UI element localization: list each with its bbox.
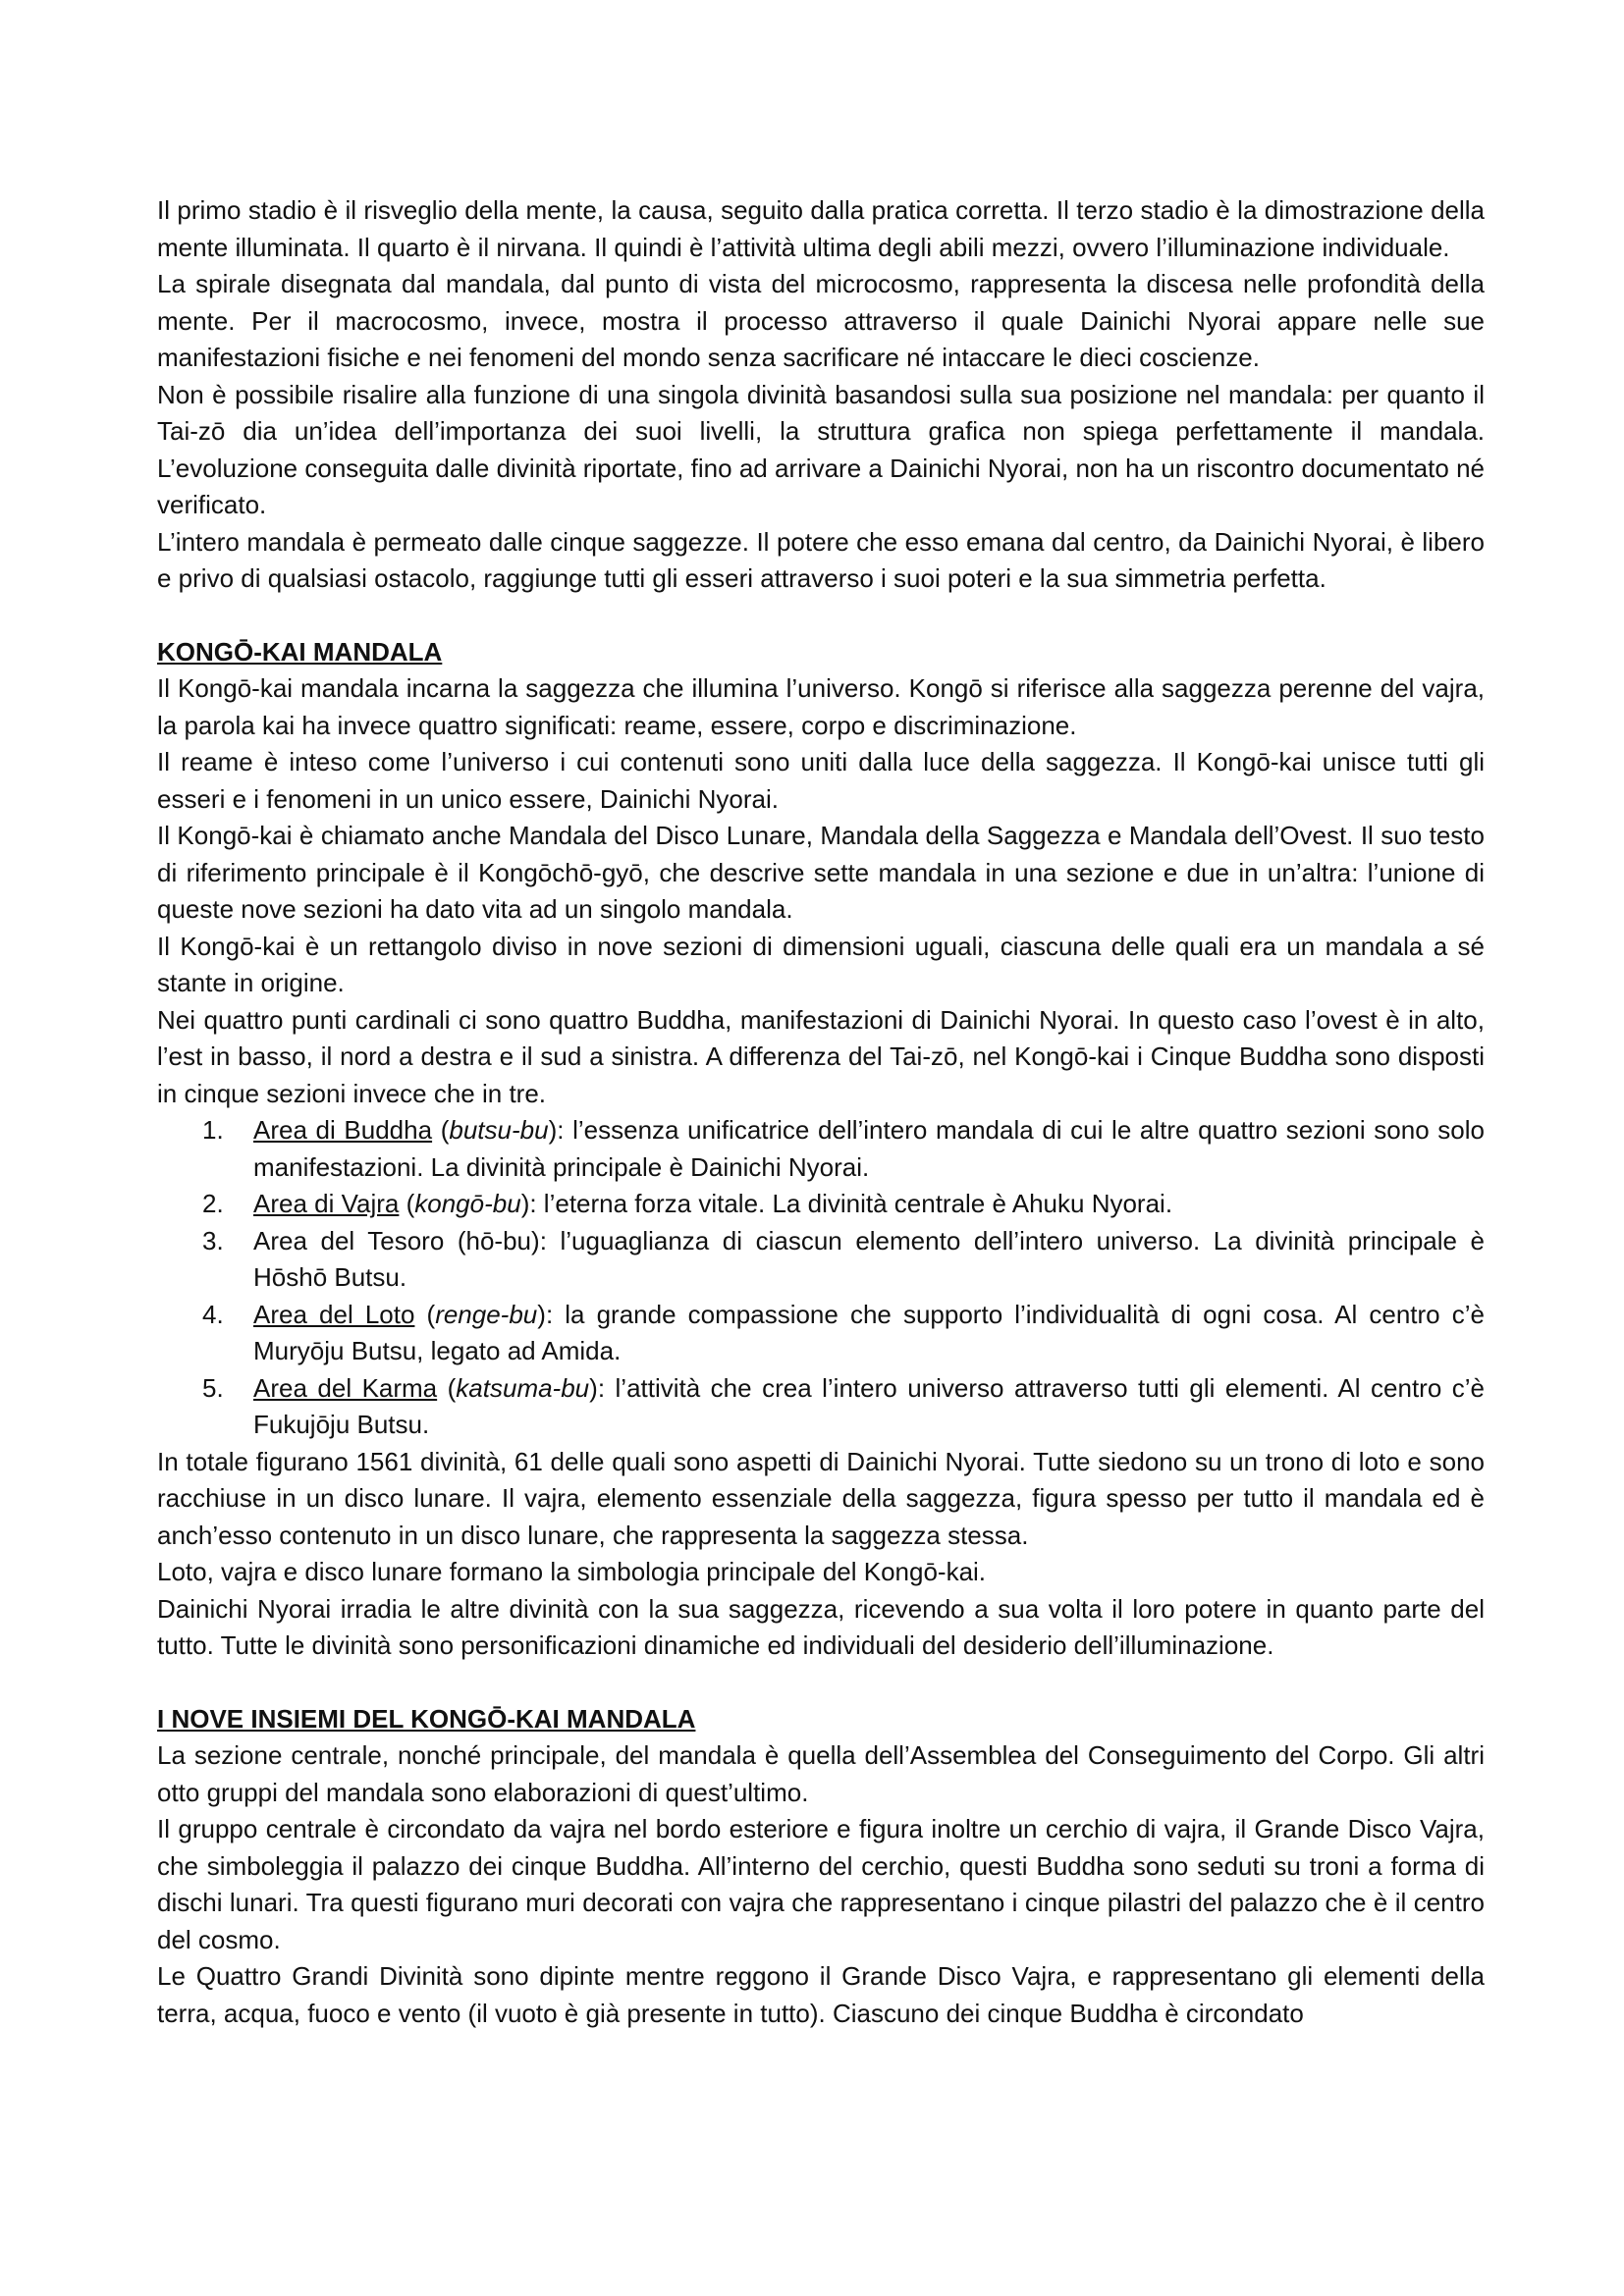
area-title: Area di Buddha bbox=[253, 1115, 433, 1145]
area-title: Area di Vajra bbox=[253, 1189, 400, 1218]
area-term: renge-bu bbox=[435, 1299, 538, 1329]
paren-close: ) bbox=[520, 1189, 530, 1218]
list-item bbox=[202, 1223, 1486, 1297]
paren-close: ) bbox=[548, 1115, 558, 1145]
paren-close: ) bbox=[537, 1299, 546, 1329]
document-body bbox=[157, 192, 1485, 2032]
section1-paragraph-7: Loto, vajra e disco lunare formano la simbologia principale del Kongō-kai. bbox=[157, 1557, 987, 1586]
paren-open: ( bbox=[432, 1115, 450, 1145]
intro-paragraph-4: L’intero mandala è permeato dalle cinque saggezze. Il potere che esso emana dal centro, da Dainichi Nyorai, è libero e privo di qualsiasi ostacolo, raggiunge tutti gli esseri attraverso i suoi poteri e la sua simmetria perfetta. bbox=[157, 526, 1485, 593]
section1-paragraph-8: Dainichi Nyorai irradia le altre divinità con la sua saggezza, ricevendo a sua volta il loro potere in quanto parte del tutto. Tutte le divinità sono personificazioni dinamiche ed individuali del desiderio dell’illuminazione. bbox=[157, 1593, 1485, 1660]
list-number: 1. bbox=[202, 1115, 224, 1145]
section1-paragraph-2: Il reame è inteso come l’universo i cui contenuti sono uniti dalla luce della saggezza. Il Kongō-kai unisce tutti gli esseri e i fenomeni in un unico essere, Dainichi Nyorai. bbox=[157, 747, 1485, 814]
intro-paragraph-2: La spirale disegnata dal mandala, dal punto di vista del microcosmo, rappresenta la discesa nelle profondità della mente. Per il macrocosmo, invece, mostra il processo attraverso il quale Dainichi Nyorai appare nelle sue manifestazioni fisiche e nei fenomeni del mondo senza sacrificare né intaccare le dieci coscienze. bbox=[157, 269, 1485, 372]
section1-paragraph-1: Il Kongō-kai mandala incarna la saggezza che illumina l’universo. Kongō si riferisce alla saggezza perenne del vajra, la parola kai ha invece quattro significati: reame, essere, corpo e discriminazione. bbox=[157, 673, 1485, 740]
area-description: : l’essenza unificatrice dell’intero mandala di cui le altre quattro sezioni sono solo manifestazioni. La divinità principale è Dainichi Nyorai. bbox=[253, 1115, 1485, 1182]
area-description: : l’attività che crea l’intero universo attraverso tutti gli elementi. Al centro c’è Fukujōju Butsu. bbox=[253, 1372, 1485, 1439]
area-term: butsu-bu bbox=[449, 1115, 549, 1145]
intro-paragraph-1: Il primo stadio è il risveglio della mente, la causa, seguito dalla pratica corretta. Il terzo stadio è la dimostrazione della mente illuminata. Il quarto è il nirvana. Il quindi è l’attività ultima degli abili mezzi, ovvero l’illuminazione individuale. bbox=[157, 195, 1485, 262]
list-number: 2. bbox=[202, 1189, 224, 1218]
paren-open: ( bbox=[437, 1372, 457, 1403]
section1-paragraph-5: Nei quattro punti cardinali ci sono quattro Buddha, manifestazioni di Dainichi Nyorai. In questo caso l’ovest è in alto, l’est in basso, il nord a destra e il sud a sinistra. A differenza del Tai-zō, nel Kongō-kai i Cinque Buddha sono disposti in cinque sezioni invece che in tre. bbox=[157, 1004, 1485, 1108]
area-description: : la grande compassione che supporto l’individualità di ogni cosa. Al centro c’è Muryōju Butsu, legato ad Amida. bbox=[253, 1299, 1485, 1365]
section1-paragraph-4: Il Kongō-kai è un rettangolo diviso in nove sezioni di dimensioni uguali, ciascuna delle quali era un mandala a sé stante in origine. bbox=[157, 931, 1485, 997]
area-title: Area del Loto bbox=[253, 1299, 415, 1329]
section2-paragraph-3: Le Quattro Grandi Divinità sono dipinte mentre reggono il Grande Disco Vajra, e rappresentano gli elementi della terra, acqua, fuoco e vento (il vuoto è già presente in tutto). Ciascuno dei cinque Buddha è circondato bbox=[157, 1961, 1485, 2028]
list-number: 5. bbox=[202, 1372, 224, 1403]
paren-open: ( bbox=[414, 1299, 436, 1329]
section2-paragraph-2: Il gruppo centrale è circondato da vajra nel bordo esteriore e figura inoltre un cerchio di vajra, il Grande Disco Vajra, che simboleggia il palazzo dei cinque Buddha. All’interno del cerchio, questi Buddha sono seduti su troni a forma di dischi lunari. Tra questi figurano muri decorati con vajra che rappresentano i cinque pilastri del palazzo che è il centro del cosmo. bbox=[157, 1814, 1485, 1954]
area-term: kongō-bu bbox=[414, 1189, 521, 1218]
list-item bbox=[202, 1297, 1485, 1370]
section2-paragraph-1: La sezione centrale, nonché principale, del mandala è quella dell’Assemblea del Conseguimento del Corpo. Gli altri otto gruppi del mandala sono elaborazioni di quest’ultimo. bbox=[157, 1740, 1485, 1807]
list-item bbox=[202, 1370, 1485, 1444]
section-spacer bbox=[157, 1665, 1485, 1701]
intro-paragraph-3: Non è possibile risalire alla funzione di una singola divinità basandosi sulla sua posizione nel mandala: per quanto il Tai-zō dia un’idea dell’importanza dei suoi livelli, la struttura grafica non spiega perfettamente il mandala. L’evoluzione conseguita dalle divinità riportate, fino ad arrivare a Dainichi Nyorai, non ha un riscontro documentato né verificato. bbox=[157, 379, 1485, 519]
area-term: katsuma-bu bbox=[456, 1372, 590, 1403]
list-number: 3. bbox=[202, 1225, 224, 1255]
area-title: Area del Tesoro (hō-bu) bbox=[253, 1225, 540, 1255]
list-item bbox=[202, 1186, 1485, 1223]
paren-close: ) bbox=[589, 1372, 598, 1403]
list-item bbox=[202, 1112, 1485, 1186]
section-heading-nove-insiemi: I NOVE INSIEMI DEL KONGŌ-KAI MANDALA bbox=[157, 1703, 696, 1734]
area-title: Area del Karma bbox=[253, 1372, 438, 1403]
section-spacer bbox=[157, 598, 1485, 634]
section1-paragraph-6: In totale figurano 1561 divinità, 61 delle quali sono aspetti di Dainichi Nyorai. Tutte siedono su un trono di loto e sono racchiuse in un disco lunare. Il vajra, elemento essenziale della saggezza, figura spesso per tutto il mandala ed è anch’esso contenuto in un disco lunare, che rappresenta la saggezza stessa. bbox=[157, 1446, 1485, 1550]
list-number: 4. bbox=[202, 1299, 224, 1329]
areas-list bbox=[157, 1112, 1485, 1444]
paren-open: ( bbox=[399, 1189, 415, 1218]
area-description: : l’eterna forza vitale. La divinità centrale è Ahuku Nyorai. bbox=[529, 1189, 1173, 1218]
section1-paragraph-3: Il Kongō-kai è chiamato anche Mandala del Disco Lunare, Mandala della Saggezza e Mandala dell’Ovest. Il suo testo di riferimento principale è il Kongōchō-gyō, che descrive sette mandala in una sezione e due in un’altra: l’unione di queste nove sezioni ha dato vita ad un singolo mandala. bbox=[157, 821, 1485, 924]
area-description: : l’uguaglianza di ciascun elemento dell’intero universo. La divinità principale è Hōshō Butsu. bbox=[253, 1225, 1486, 1292]
section-heading-kongo-kai: KONGŌ-KAI MANDALA bbox=[157, 636, 443, 667]
